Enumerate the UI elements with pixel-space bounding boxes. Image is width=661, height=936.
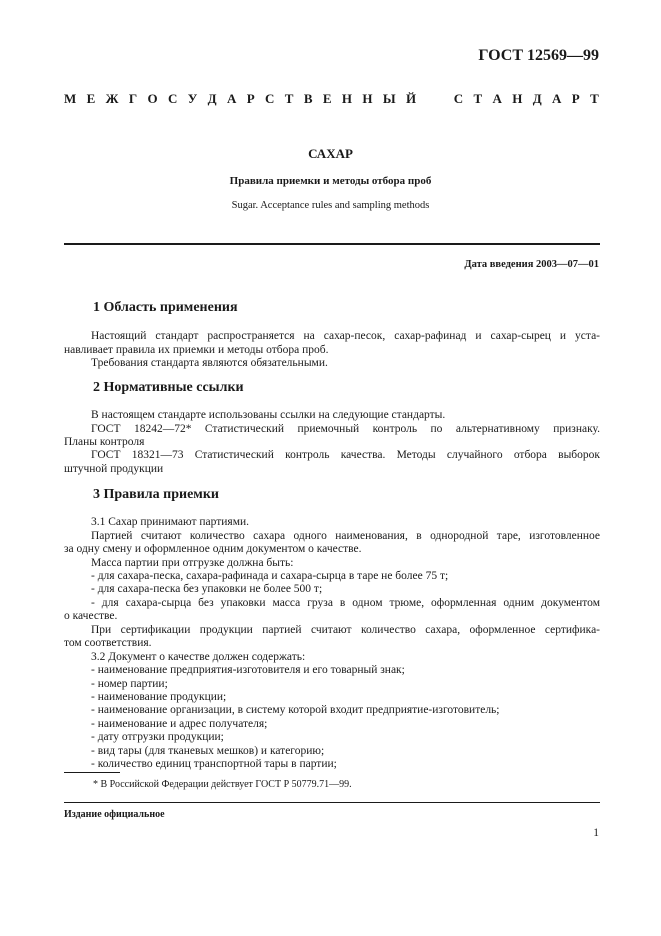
section-3-heading: 3 Правила приемки xyxy=(93,487,219,502)
section-1-paragraph-line: Настоящий стандарт распространяется на сахар-песок, сахар-рафинад и сахар-сырец и уста- xyxy=(91,330,600,342)
list-item: - для сахара-песка, сахара-рафинада и сахара-сырца в таре не более 75 т; xyxy=(91,570,449,582)
banner-letter: С xyxy=(265,91,275,106)
banner-letter: А xyxy=(492,91,502,106)
banner-letter: Е xyxy=(86,91,96,106)
section-1-paragraph: Требования стандарта являются обязательными. xyxy=(91,357,328,369)
footnote-divider xyxy=(64,772,120,773)
document-subtitle: Правила приемки и методы отбора проб xyxy=(229,175,432,187)
clause-line: 3.1 Сахар принимают партиями. xyxy=(91,516,249,528)
banner-letter: В xyxy=(303,91,313,106)
banner-letter: Ы xyxy=(382,91,396,106)
list-item: - наименование и адрес получателя; xyxy=(91,718,268,730)
banner-letter: Н xyxy=(341,91,353,106)
list-item: - для сахара-песка без упаковки не более 500 т; xyxy=(91,583,323,595)
banner-letter: А xyxy=(226,91,237,106)
list-item: - номер партии; xyxy=(91,678,168,690)
banner-letter: У xyxy=(187,91,198,106)
section-2-heading: 2 Нормативные ссылки xyxy=(93,380,244,395)
footnote: * В Российской Федерации действует ГОСТ Р 50779.71—99. xyxy=(93,779,352,790)
reference-line: ГОСТ 18242—72* Статистический приемочный контроль по альтернативному признаку. xyxy=(91,423,600,435)
banner-letter: С xyxy=(168,91,178,106)
page-number: 1 xyxy=(593,827,599,839)
reference-line: ГОСТ 18321—73 Статистический контроль качества. Методы случайного отбора выборок xyxy=(91,449,600,461)
banner-letter: Е xyxy=(322,91,332,106)
edition-label: Издание официальное xyxy=(64,809,165,820)
list-item: - наименование продукции; xyxy=(91,691,227,703)
english-title: Sugar. Acceptance rules and sampling methods xyxy=(231,200,430,211)
banner-letter: Н xyxy=(362,91,373,106)
banner-letter: Р xyxy=(571,91,580,106)
banner-letter: Т xyxy=(473,91,483,106)
list-item: - дату отгрузки продукции; xyxy=(91,731,224,743)
clause-line: том соответствия. xyxy=(64,637,152,649)
standard-number: ГОСТ 12569—99 xyxy=(478,47,599,64)
list-item: - количество единиц транспортной тары в партии; xyxy=(91,758,337,770)
banner-letter: О xyxy=(147,91,158,106)
document-title: САХАР xyxy=(308,146,353,161)
clause-line: Партией считают количество сахара одного наименования, в однородной таре, изготовленное xyxy=(91,530,600,542)
introduction-date: Дата введения 2003—07—01 xyxy=(464,259,599,270)
banner-letter: Й xyxy=(405,91,417,106)
banner-letter: М xyxy=(64,91,77,106)
banner-letter: Ж xyxy=(105,91,119,106)
banner-letter: А xyxy=(552,91,562,106)
banner-letter xyxy=(426,91,429,107)
banner-letter: Т xyxy=(284,91,294,106)
banner-letter: Т xyxy=(590,91,599,106)
list-item: - наименование предприятия-изготовителя и его товарный знак; xyxy=(91,664,405,676)
list-item: - наименование организации, в систему которой входит предприятие-изготовитель; xyxy=(91,704,500,716)
banner-letter: Г xyxy=(128,91,138,106)
clause-line: Масса партии при отгрузке должна быть: xyxy=(91,557,294,569)
banner-letter xyxy=(440,91,443,107)
footer-divider xyxy=(64,802,600,803)
section-1-heading: 1 Область применения xyxy=(93,300,238,315)
banner-letter: Д xyxy=(207,91,217,106)
clause-line: При сертификации продукции партией считают количество сахара, оформленное сертифика- xyxy=(91,624,600,636)
interstate-standard-banner xyxy=(64,91,599,107)
section-2-paragraph: В настоящем стандарте использованы ссылки на следующие стандарты. xyxy=(91,409,446,421)
section-1-paragraph-line: навливает правила их приемки и методы отбора проб. xyxy=(64,344,329,356)
list-item: - для сахара-сырца без упаковки масса груза в одном трюме, оформленная одним документом xyxy=(91,597,600,609)
reference-line: штучной продукции xyxy=(64,463,164,475)
title-divider xyxy=(64,243,600,245)
list-item: - вид тары (для тканевых мешков) и категорию; xyxy=(91,745,325,757)
banner-letter: С xyxy=(453,91,464,106)
reference-line: Планы контроля xyxy=(64,436,145,448)
banner-letter: Р xyxy=(246,91,255,106)
list-item: о качестве. xyxy=(64,610,118,622)
banner-letter: Д xyxy=(532,91,542,106)
banner-letter: Н xyxy=(512,91,523,106)
clause-line: 3.2 Документ о качестве должен содержать: xyxy=(91,651,306,663)
clause-line: за одну смену и оформленное одним документом о качестве. xyxy=(64,543,362,555)
